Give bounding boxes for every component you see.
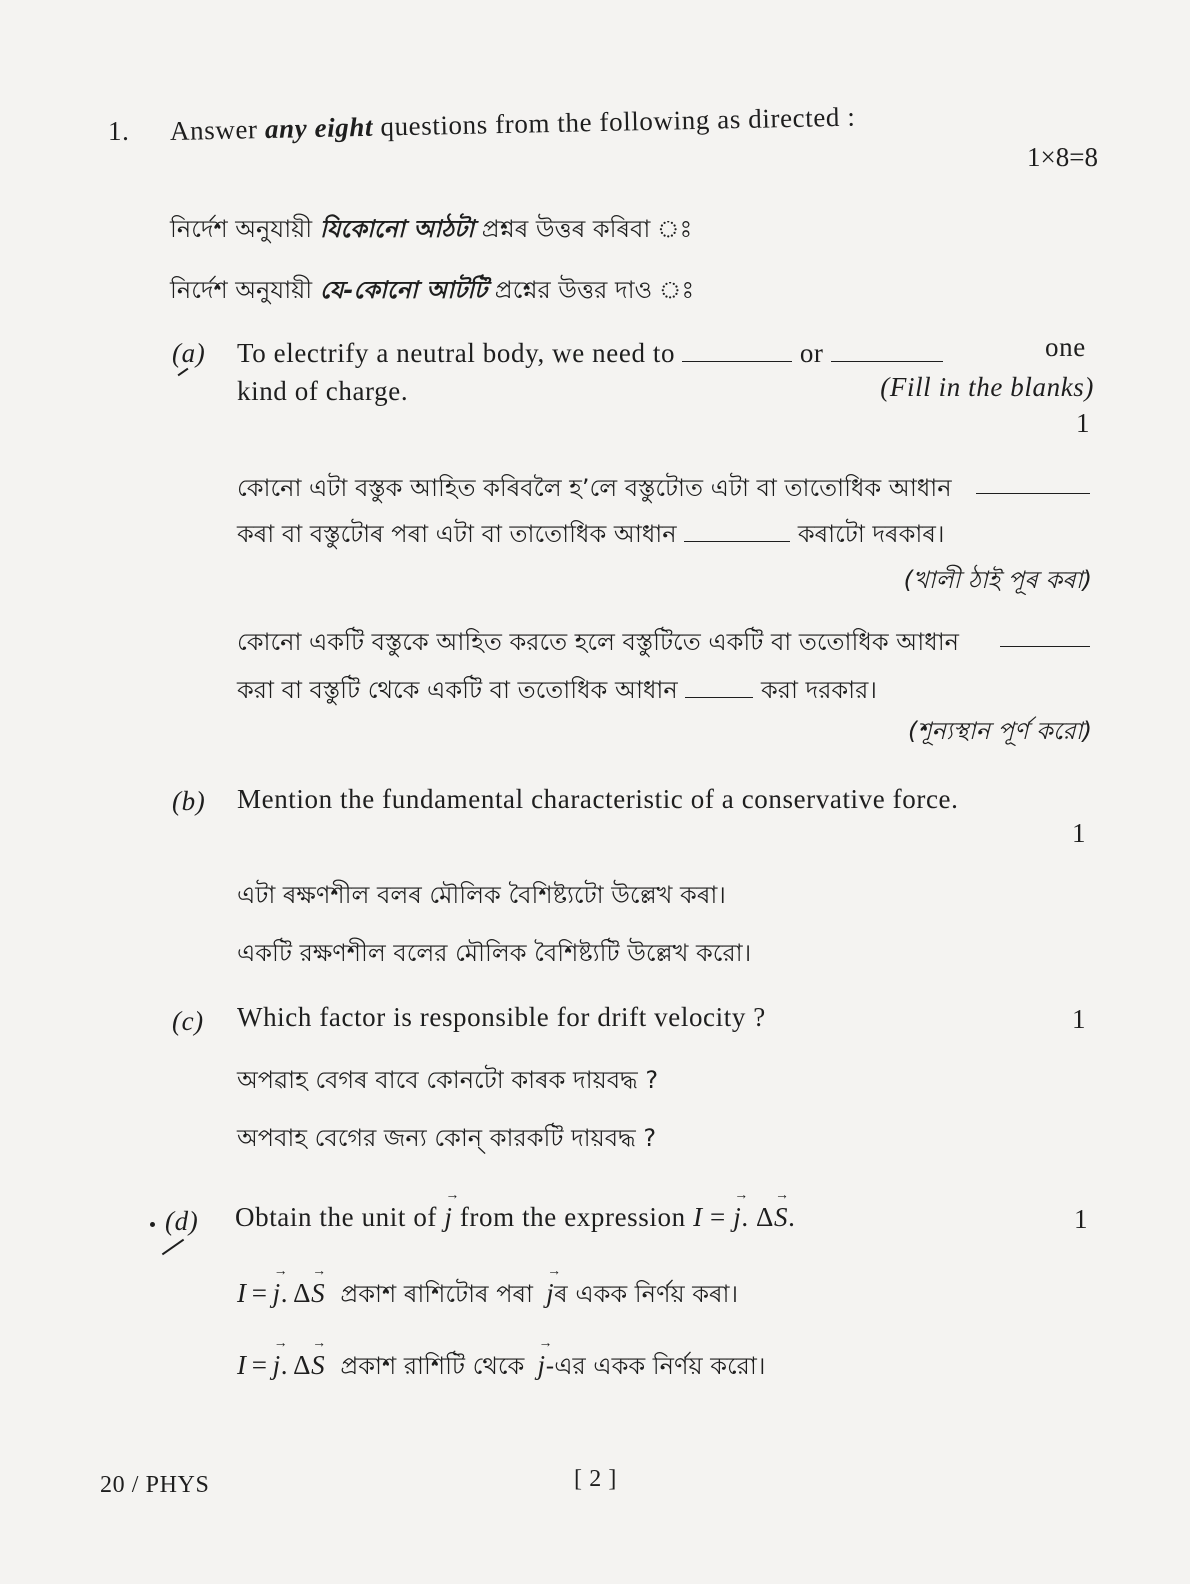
part-b-assamese: এটা ৰক্ষণশীল বলৰ মৌলিক বৈশিষ্ট্যটো উল্লেখ কৰা। [237,881,726,909]
part-a-english-line2: kind of charge. [237,376,409,406]
part-b-marks: 1 [1072,818,1086,848]
part-a-bengali-hint: (শূন্যস্থান পূর্ণ করো) [907,717,1092,745]
blank-bn-2 [685,696,753,698]
part-a-assamese-line1: কোনো এটা বস্তুক আহিত কৰিবলৈ হ’লে বস্তুটোত এটা বা তাতোধিক আধান [237,474,952,502]
blank-bn-1 [1000,646,1090,647]
blank-1 [682,360,792,362]
part-a-hint: (Fill in the blanks) [880,372,1094,402]
part-a-assamese-line2: কৰা বা বস্তুটোৰ পৰা এটা বা তাতোধিক আধান কৰাটো দৰকাৰ। [237,520,945,548]
tick-mark-icon [162,1239,184,1256]
part-a-english-line1: To electrify a neutral body, we need to or [237,338,943,369]
part-c-english: Which factor is responsible for drift velocity ? [237,1002,766,1032]
part-b-label: (b) [172,786,206,816]
part-d-marks: 1 [1074,1204,1088,1234]
instruction-emphasis: any eight [264,111,374,145]
assamese-instruction: নির্দেশ অনুযায়ী যিকোনো আঠটা প্ৰশ্নৰ উত্তৰ কৰিবা ঃ [170,215,693,243]
paper-code: 20 / PHYS [100,1472,210,1498]
part-d-assamese: I = → j. Δ→ S প্ৰকাশ ৰাশিটোৰ পৰা → jৰ একক নিৰ্ণয় কৰা। [237,1276,738,1316]
part-a-bengali-line2: করা বা বস্তুটি থেকে একটি বা ততোধিক আধান করা দরকার। [237,676,877,704]
bullet-dot-icon [150,1222,155,1227]
bengali-instruction: নির্দেশ অনুযায়ী যে-কোনো আটটি প্রশ্নের উত্তর দাও ঃ [170,276,695,304]
part-a-bengali-line1: কোনো একটি বস্তুকে আহিত করতে হলে বস্তুটিতে একটি বা ততোধিক আধান [237,628,959,656]
blank-as-1 [976,493,1090,494]
part-d-bengali: I = → j. Δ→ S প্রকাশ রাশিটি থেকে → j-এর একক নির্ণয় করো। [237,1348,765,1388]
vector-j: → j [444,1202,452,1233]
part-a-assamese-hint: (খালী ঠাই পূৰ কৰা) [903,566,1092,594]
part-d-label: (d) [165,1206,199,1236]
part-c-assamese: অপৱাহ বেগৰ বাবে কোনটো কাৰক দায়বদ্ধ ? [237,1066,659,1094]
part-c-label: (c) [172,1006,204,1036]
question-number: 1. [108,116,130,146]
part-b-bengali: একটি রক্ষণশীল বলের মৌলিক বৈশিষ্ট্যটি উল্লেখ করো। [237,939,752,967]
instruction-post: questions from the following as directed : [380,101,856,142]
part-c-marks: 1 [1072,1004,1086,1034]
part-a-one: one [1045,332,1086,362]
total-marks: 1×8=8 [1027,142,1098,172]
blank-2 [831,360,943,362]
instruction-pre: Answer [169,114,258,146]
part-a-marks: 1 [1076,408,1090,438]
tick-mark-icon [178,368,189,377]
question-instruction [170,102,856,147]
part-c-bengali: অপবাহ বেগের জন্য কোন্ কারকটি দায়বদ্ধ ? [237,1124,657,1152]
page-number: [ 2 ] [574,1466,617,1492]
part-d-english: Obtain the unit of → j from the expression I = → j. Δ→ S. [235,1202,795,1233]
part-b-english: Mention the fundamental characteristic of a conservative force. [237,784,959,814]
blank-as-2 [684,540,790,542]
part-a-label: (a) [172,338,206,368]
